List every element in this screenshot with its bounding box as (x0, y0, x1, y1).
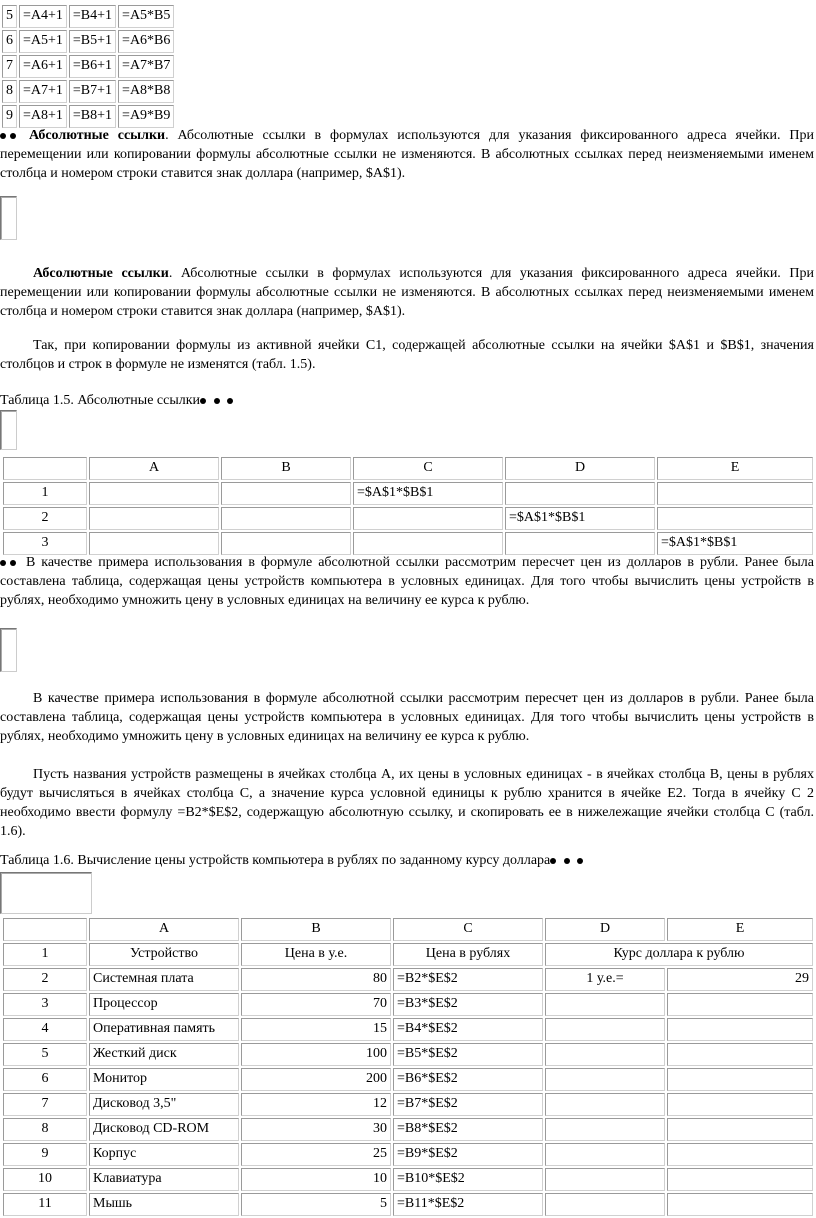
bullet-icon (214, 398, 220, 404)
table-cell: 25 (241, 1143, 391, 1166)
table-cell (667, 1018, 813, 1041)
formula-table-top (0, 3, 176, 130)
table-cell (657, 482, 813, 505)
row-header: 3 (3, 532, 87, 555)
formula-cell: 8 (2, 80, 17, 103)
row-header: 6 (3, 1068, 87, 1091)
row-header: 7 (3, 1093, 87, 1116)
table-cell: =B4*$E$2 (393, 1018, 543, 1041)
table-row (3, 1168, 813, 1191)
table-cell (545, 993, 665, 1016)
formula-cell: =B4+1 (69, 5, 116, 28)
formula-cell: =A5+1 (19, 30, 67, 53)
row-header: 11 (3, 1193, 87, 1216)
table-cell: =B11*$E$2 (393, 1193, 543, 1216)
formula-cell: =A8+1 (19, 105, 67, 128)
formula-cell: 7 (2, 55, 17, 78)
table-cell: 100 (241, 1043, 391, 1066)
table-cell (545, 1118, 665, 1141)
table-cell: Цена в у.е. (241, 943, 391, 966)
table-cell (545, 1068, 665, 1091)
table-header-row (3, 457, 813, 480)
table-cell: 5 (241, 1193, 391, 1216)
bullet-icon (10, 560, 16, 566)
bullet-icon (0, 133, 6, 139)
column-header: E (657, 457, 813, 480)
table-cell (353, 507, 503, 530)
table-cell: =B5*$E$2 (393, 1043, 543, 1066)
table-row (3, 1118, 813, 1141)
table-cell: 15 (241, 1018, 391, 1041)
table-cell (221, 507, 351, 530)
column-header: D (505, 457, 655, 480)
table-cell: =B9*$E$2 (393, 1143, 543, 1166)
table-cell (221, 532, 351, 555)
table-cell: Устройство (89, 943, 239, 966)
table-row (3, 1143, 813, 1166)
formula-cell: =A5*B5 (118, 5, 174, 28)
column-header: B (221, 457, 351, 480)
formula-cell: =B6+1 (69, 55, 116, 78)
table-cell: 200 (241, 1068, 391, 1091)
row-header: 8 (3, 1118, 87, 1141)
bullet-icon (0, 560, 6, 566)
formula-cell: =A7+1 (19, 80, 67, 103)
formula-cell: 5 (2, 5, 17, 28)
table-row (2, 55, 174, 78)
formula-cell: =B7+1 (69, 80, 116, 103)
paragraph-cell-layout: Пусть названия устройств размещены в ячейках столбца А, их цены в условных единицах - в ячейках столбца В, цены в рублях будут вычисляться в ячейках столбца С, а значение курса условной единицы к рублю хранится в ячейке Е2. Тогда в ячейку С 2 необходимо ввести формулу =В2*$Е$2, содержащую абсолютную ссылку, и скопировать ее в нижележащие ячейки столбца С (табл. 1.6). (0, 767, 814, 839)
table-cell: 1 у.е.= (545, 968, 665, 991)
row-header: 1 (3, 943, 87, 966)
bullet-icon (10, 133, 16, 139)
table-cell (353, 532, 503, 555)
table-cell: Курс доллара к рублю (545, 943, 813, 966)
table-cell (505, 532, 655, 555)
formula-cell: =A8*B8 (118, 80, 174, 103)
table-row (3, 1043, 813, 1066)
formula-cell: =A6+1 (19, 55, 67, 78)
table-cell: =B6*$E$2 (393, 1068, 543, 1091)
paragraph-example-intro-1: В качестве примера использования в формуле абсолютной ссылки рассмотрим пересчет цен из долларов в рубли. Ранее была составлена таблица, содержащая цены устройств компьютера в условных единицах. Для того чтобы вычислить цены устройств в рублях, необходимо умножить цену в условных единицах на величину ее курса к рублю. (0, 555, 814, 608)
table-cell: Монитор (89, 1068, 239, 1091)
column-header: C (353, 457, 503, 480)
row-header: 9 (3, 1143, 87, 1166)
table-row (2, 30, 174, 53)
table-cell (545, 1143, 665, 1166)
table-cell: 30 (241, 1118, 391, 1141)
table-1-6 (1, 916, 815, 1218)
bullet-icon (577, 858, 583, 864)
table-row (3, 1193, 813, 1216)
table-cell: =B2*$E$2 (393, 968, 543, 991)
bullet-icon (564, 858, 570, 864)
table-cell: 80 (241, 968, 391, 991)
table-cell: 12 (241, 1093, 391, 1116)
table-cell (545, 1018, 665, 1041)
image-placeholder-box (0, 410, 17, 450)
formula-cell: 6 (2, 30, 17, 53)
formula-cell: =A7*B7 (118, 55, 174, 78)
table-cell (545, 1193, 665, 1216)
table-cell (667, 1043, 813, 1066)
table-cell (667, 993, 813, 1016)
row-header: 5 (3, 1043, 87, 1066)
table-cell (657, 507, 813, 530)
table-row (3, 507, 813, 530)
row-header: 1 (3, 482, 87, 505)
table-cell (221, 482, 351, 505)
table-row (3, 1068, 813, 1091)
column-header: C (393, 918, 543, 941)
table-row (2, 105, 174, 128)
formula-cell: =B5+1 (69, 30, 116, 53)
column-header: A (89, 918, 239, 941)
table-cell: =B3*$E$2 (393, 993, 543, 1016)
table-cell: Системная плата (89, 968, 239, 991)
formula-cell: =B8+1 (69, 105, 116, 128)
table-1-6-caption: Таблица 1.6. Вычисление цены устройств компьютера в рублях по заданному курсу доллара (0, 852, 587, 870)
table-cell (505, 482, 655, 505)
table-cell: Дисковод 3,5" (89, 1093, 239, 1116)
table-cell (667, 1118, 813, 1141)
table-cell: Оперативная память (89, 1018, 239, 1041)
table-1-5-caption: Таблица 1.5. Абсолютные ссылки (0, 392, 237, 410)
table-row (3, 968, 813, 991)
table-cell: Мышь (89, 1193, 239, 1216)
table-cell: =B8*$E$2 (393, 1118, 543, 1141)
row-header: 2 (3, 507, 87, 530)
term-bold: Абсолютные ссылки (28, 128, 166, 143)
table-row (3, 993, 813, 1016)
paragraph-example-intro-2: В качестве примера использования в формуле абсолютной ссылки рассмотрим пересчет цен из долларов в рубли. Ранее была составлена таблица, содержащая цены устройств компьютера в условных единицах. Для того чтобы вычислить цены устройств в рублях, необходимо умножить цену в условных единицах на величину ее курса к рублю. (0, 691, 814, 744)
row-header: 4 (3, 1018, 87, 1041)
table-cell (89, 532, 219, 555)
table-cell: Жесткий диск (89, 1043, 239, 1066)
table-cell (545, 1168, 665, 1191)
paragraph-copy-example: Так, при копировании формулы из активной ячейки С1, содержащей абсолютные ссылки на ячейки $A$1 и $B$1, значения столбцов и строк в формуле не изменятся (табл. 1.5). (0, 338, 814, 372)
table-row (2, 5, 174, 28)
column-header (3, 918, 87, 941)
table-cell (667, 1093, 813, 1116)
paragraph-absolute-refs-2: Абсолютные ссылки. Абсолютные ссылки в формулах используются для указания фиксированного адреса ячейки. При перемещении или копировании формулы абсолютные ссылки не изменяются. В абсолютных ссылках перед неизменяемыми именем столбца и номером строки ставится знак доллара (например, $A$1). (0, 266, 814, 319)
bullet-icon (200, 398, 206, 404)
paragraph-absolute-refs-1: Абсолютные ссылки. Абсолютные ссылки в формулах используются для указания фиксированного адреса ячейки. При перемещении или копировании формулы абсолютные ссылки не изменяются. В абсолютных ссылках перед неизменяемыми именем столбца и номером строки ставится знак доллара (например, $A$1). (0, 128, 814, 181)
table-row (3, 532, 813, 555)
image-placeholder-box (0, 628, 17, 672)
table-row (3, 482, 813, 505)
column-header: D (545, 918, 665, 941)
formula-cell: =A6*B6 (118, 30, 174, 53)
formula-cell: =A9*B9 (118, 105, 174, 128)
formula-cell: =A4+1 (19, 5, 67, 28)
table-cell: Дисковод CD-ROM (89, 1118, 239, 1141)
row-header: 10 (3, 1168, 87, 1191)
column-header (3, 457, 87, 480)
table-cell: Клавиатура (89, 1168, 239, 1191)
table-cell (667, 1168, 813, 1191)
table-cell: =$A$1*$B$1 (505, 507, 655, 530)
table-row (3, 1093, 813, 1116)
column-header: B (241, 918, 391, 941)
table-1-5 (1, 455, 815, 557)
table-cell: =$A$1*$B$1 (657, 532, 813, 555)
table-cell: Процессор (89, 993, 239, 1016)
image-placeholder-box (0, 872, 92, 914)
table-cell: Цена в рублях (393, 943, 543, 966)
table-cell: =$A$1*$B$1 (353, 482, 503, 505)
table-cell (667, 1068, 813, 1091)
table-cell (545, 1093, 665, 1116)
table-cell (545, 1043, 665, 1066)
image-placeholder-box (0, 196, 17, 240)
column-header: E (667, 918, 813, 941)
table-cell: 70 (241, 993, 391, 1016)
table-cell (89, 482, 219, 505)
table-row (2, 80, 174, 103)
table-row (3, 943, 813, 966)
table-cell (667, 1193, 813, 1216)
table-cell: 29 (667, 968, 813, 991)
table-cell (667, 1143, 813, 1166)
bullet-icon (550, 858, 556, 864)
row-header: 3 (3, 993, 87, 1016)
row-header: 2 (3, 968, 87, 991)
table-header-row (3, 918, 813, 941)
table-cell: Корпус (89, 1143, 239, 1166)
column-header: A (89, 457, 219, 480)
table-cell: =B7*$E$2 (393, 1093, 543, 1116)
table-cell (89, 507, 219, 530)
table-row (3, 1018, 813, 1041)
table-cell: =B10*$E$2 (393, 1168, 543, 1191)
formula-cell: 9 (2, 105, 17, 128)
table-cell: 10 (241, 1168, 391, 1191)
bullet-icon (227, 398, 233, 404)
